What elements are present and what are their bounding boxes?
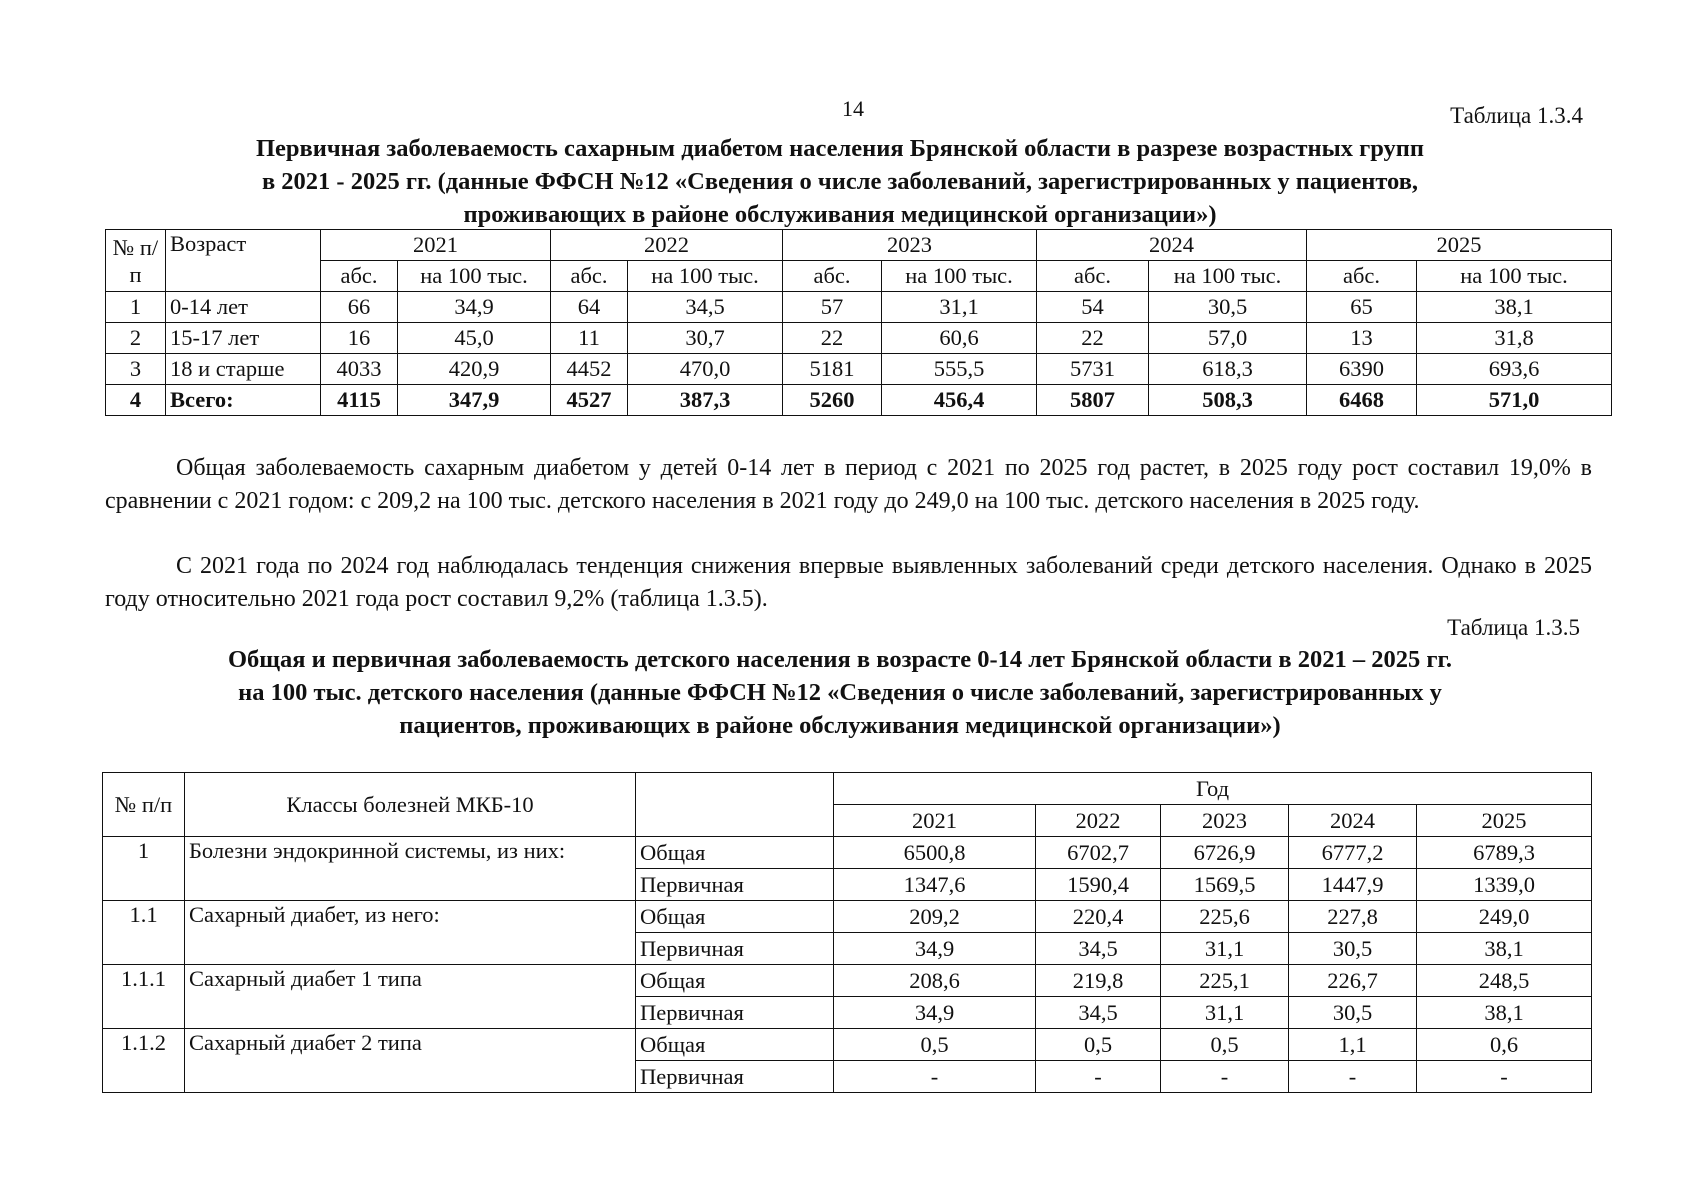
table-cell: 54 (1037, 292, 1149, 323)
paragraph-text: С 2021 года по 2024 год наблюдалась тенденция снижения впервые выявленных заболеваний среди детского населения. Однако в 2025 году относительно 2021 года рост составил 9,2% (таблица 1.3.5). (105, 553, 1592, 612)
table-cell: 470,0 (628, 354, 783, 385)
header-year: 2023 (783, 230, 1037, 261)
row-age-group: 15-17 лет (166, 323, 321, 354)
table-cell: 30,7 (628, 323, 783, 354)
table-cell: 4527 (551, 385, 628, 416)
table-cell: 0,6 (1417, 1029, 1592, 1061)
table-cell: 45,0 (398, 323, 551, 354)
row-number: 4 (106, 385, 166, 416)
table-cell: 34,9 (834, 997, 1036, 1029)
table-title-line: пациентов, проживающих в районе обслуживания медицинской организации») (399, 712, 1281, 739)
header-num: № п/п (106, 230, 166, 292)
table-cell: 6468 (1307, 385, 1417, 416)
table-cell: 4115 (321, 385, 398, 416)
row-number: 1.1.1 (103, 965, 185, 1029)
header-year: 2021 (321, 230, 551, 261)
table-title-line: Первичная заболеваемость сахарным диабетом населения Брянской области в разрезе возрастных групп (255, 135, 1425, 162)
table-cell: 0,5 (1161, 1029, 1289, 1061)
table-cell: 31,1 (882, 292, 1037, 323)
table-cell: 5260 (783, 385, 882, 416)
table-cell: 11 (551, 323, 628, 354)
table-row (106, 385, 1612, 416)
table-cell: 1447,9 (1289, 869, 1417, 901)
table-title-line: проживающих в районе обслуживания медицинской организации») (463, 201, 1217, 228)
paragraph (105, 452, 1592, 517)
table-cell: - (1289, 1061, 1417, 1093)
table-cell: 456,4 (882, 385, 1037, 416)
header-year: 2025 (1307, 230, 1612, 261)
table-cell: 347,9 (398, 385, 551, 416)
row-number: 1 (103, 837, 185, 901)
table-cell: 6789,3 (1417, 837, 1592, 869)
row-number: 2 (106, 323, 166, 354)
morbidity-type: Первичная (636, 933, 834, 965)
header-year: 2021 (834, 805, 1036, 837)
header-per100k: на 100 тыс. (1417, 261, 1612, 292)
table-row (103, 901, 1592, 933)
table-cell: 209,2 (834, 901, 1036, 933)
table-title (100, 643, 1580, 742)
header-per100k: на 100 тыс. (882, 261, 1037, 292)
table-cell: 57 (783, 292, 882, 323)
table-caption: Таблица 1.3.5 (1447, 615, 1580, 640)
header-abs: абс. (321, 261, 398, 292)
row-number: 1.1.2 (103, 1029, 185, 1093)
header-per100k: на 100 тыс. (628, 261, 783, 292)
table-cell: 249,0 (1417, 901, 1592, 933)
table-cell: 420,9 (398, 354, 551, 385)
table-cell: 219,8 (1036, 965, 1161, 997)
table-cell: 5731 (1037, 354, 1149, 385)
row-number: 1.1 (103, 901, 185, 965)
header-per100k: на 100 тыс. (1149, 261, 1307, 292)
table-cell: 31,1 (1161, 933, 1289, 965)
table-cell: 30,5 (1289, 997, 1417, 1029)
table-title-line: в 2021 - 2025 гг. (данные ФФСН №12 «Сведения о числе заболеваний, зарегистрированных у пациентов, (261, 168, 1419, 195)
table-cell: 31,8 (1417, 323, 1612, 354)
header-abs: абс. (783, 261, 882, 292)
table-cell: 6702,7 (1036, 837, 1161, 869)
table-row (103, 1029, 1592, 1061)
table-cell: 30,5 (1289, 933, 1417, 965)
table-cell: 64 (551, 292, 628, 323)
table-row (106, 354, 1612, 385)
table-cell: 555,5 (882, 354, 1037, 385)
table-cell: 618,3 (1149, 354, 1307, 385)
table-cell: 1590,4 (1036, 869, 1161, 901)
header-abs: абс. (1307, 261, 1417, 292)
table-cell: 6500,8 (834, 837, 1036, 869)
morbidity-type: Первичная (636, 997, 834, 1029)
table-cell: 5181 (783, 354, 882, 385)
row-age-group: 18 и старше (166, 354, 321, 385)
table-cell: 65 (1307, 292, 1417, 323)
table-cell: 6726,9 (1161, 837, 1289, 869)
table-caption: Таблица 1.3.4 (1450, 103, 1583, 128)
table-cell: 4033 (321, 354, 398, 385)
header-abs: абс. (1037, 261, 1149, 292)
header-age: Возраст (166, 230, 321, 292)
table-cell: 34,5 (1036, 933, 1161, 965)
table-title-line: Общая и первичная заболеваемость детского населения в возрасте 0-14 лет Брянской области в 2021 – 2025 гг. (227, 646, 1453, 673)
disease-class: Сахарный диабет 2 типа (185, 1029, 636, 1093)
header-type (636, 773, 834, 837)
table-cell: 0,5 (834, 1029, 1036, 1061)
paragraph (105, 550, 1592, 615)
header-abs: абс. (551, 261, 628, 292)
table-cell: 4452 (551, 354, 628, 385)
table-cell: 38,1 (1417, 933, 1592, 965)
row-age-group: 0-14 лет (166, 292, 321, 323)
table-cell: 508,3 (1149, 385, 1307, 416)
table-cell: 6390 (1307, 354, 1417, 385)
header-classes: Классы болезней МКБ-10 (185, 773, 636, 837)
disease-class: Сахарный диабет, из него: (185, 901, 636, 965)
table-cell: 248,5 (1417, 965, 1592, 997)
table-cell: 34,9 (834, 933, 1036, 965)
table-cell: 225,6 (1161, 901, 1289, 933)
table-cell: - (834, 1061, 1036, 1093)
header-year-group: Год (834, 773, 1592, 805)
table-cell: 34,9 (398, 292, 551, 323)
table-cell: 31,1 (1161, 997, 1289, 1029)
table-cell: - (1161, 1061, 1289, 1093)
morbidity-type: Общая (636, 901, 834, 933)
paragraph-text: Общая заболеваемость сахарным диабетом у детей 0-14 лет в период с 2021 по 2025 год растет, в 2025 году рост составил 19,0% в сравнении с 2021 годом: с 209,2 на 100 тыс. детского населения в 2021 году до 249,0 на 100 тыс. детского населения в 2025 году. (105, 455, 1592, 514)
header-year: 2025 (1417, 805, 1592, 837)
table-cell: 34,5 (1036, 997, 1161, 1029)
disease-class: Болезни эндокринной системы, из них: (185, 837, 636, 901)
table-cell: 1339,0 (1417, 869, 1592, 901)
header-year: 2023 (1161, 805, 1289, 837)
table-cell: 34,5 (628, 292, 783, 323)
table-cell: 227,8 (1289, 901, 1417, 933)
morbidity-type: Первичная (636, 869, 834, 901)
table-cell: 5807 (1037, 385, 1149, 416)
table-cell: 0,5 (1036, 1029, 1161, 1061)
header-year: 2022 (551, 230, 783, 261)
table-row (103, 837, 1592, 869)
table-cell: 225,1 (1161, 965, 1289, 997)
diabetes-incidence-by-age-table (105, 229, 1612, 416)
table-cell: 220,4 (1036, 901, 1161, 933)
table-cell: 1569,5 (1161, 869, 1289, 901)
table-cell: 6777,2 (1289, 837, 1417, 869)
table-cell: 1347,6 (834, 869, 1036, 901)
morbidity-type: Первичная (636, 1061, 834, 1093)
page-number: 14 (842, 96, 864, 121)
row-number: 1 (106, 292, 166, 323)
table-cell: - (1417, 1061, 1592, 1093)
disease-class: Сахарный диабет 1 типа (185, 965, 636, 1029)
table-row (106, 292, 1612, 323)
table-cell: 16 (321, 323, 398, 354)
table-cell: 38,1 (1417, 997, 1592, 1029)
child-morbidity-table (102, 772, 1592, 1093)
table-cell: 57,0 (1149, 323, 1307, 354)
table-cell: 60,6 (882, 323, 1037, 354)
table-cell: 1,1 (1289, 1029, 1417, 1061)
table-cell: 693,6 (1417, 354, 1612, 385)
morbidity-type: Общая (636, 1029, 834, 1061)
header-per100k: на 100 тыс. (398, 261, 551, 292)
header-num: № п/п (103, 773, 185, 837)
table-row (106, 323, 1612, 354)
table-title-line: на 100 тыс. детского населения (данные ФФСН №12 «Сведения о числе заболеваний, зарегистрированных у (238, 679, 1442, 706)
table-cell: 13 (1307, 323, 1417, 354)
table-cell: 226,7 (1289, 965, 1417, 997)
table-cell: 22 (1037, 323, 1149, 354)
row-age-group: Всего: (166, 385, 321, 416)
morbidity-type: Общая (636, 837, 834, 869)
header-year: 2024 (1289, 805, 1417, 837)
table-cell: 38,1 (1417, 292, 1612, 323)
table-cell: 30,5 (1149, 292, 1307, 323)
table-cell: 208,6 (834, 965, 1036, 997)
table-cell: 571,0 (1417, 385, 1612, 416)
morbidity-type: Общая (636, 965, 834, 997)
table-cell: - (1036, 1061, 1161, 1093)
table-title (100, 132, 1580, 231)
table-cell: 22 (783, 323, 882, 354)
row-number: 3 (106, 354, 166, 385)
header-year: 2022 (1036, 805, 1161, 837)
table-cell: 387,3 (628, 385, 783, 416)
table-row (103, 965, 1592, 997)
header-year: 2024 (1037, 230, 1307, 261)
table-cell: 66 (321, 292, 398, 323)
